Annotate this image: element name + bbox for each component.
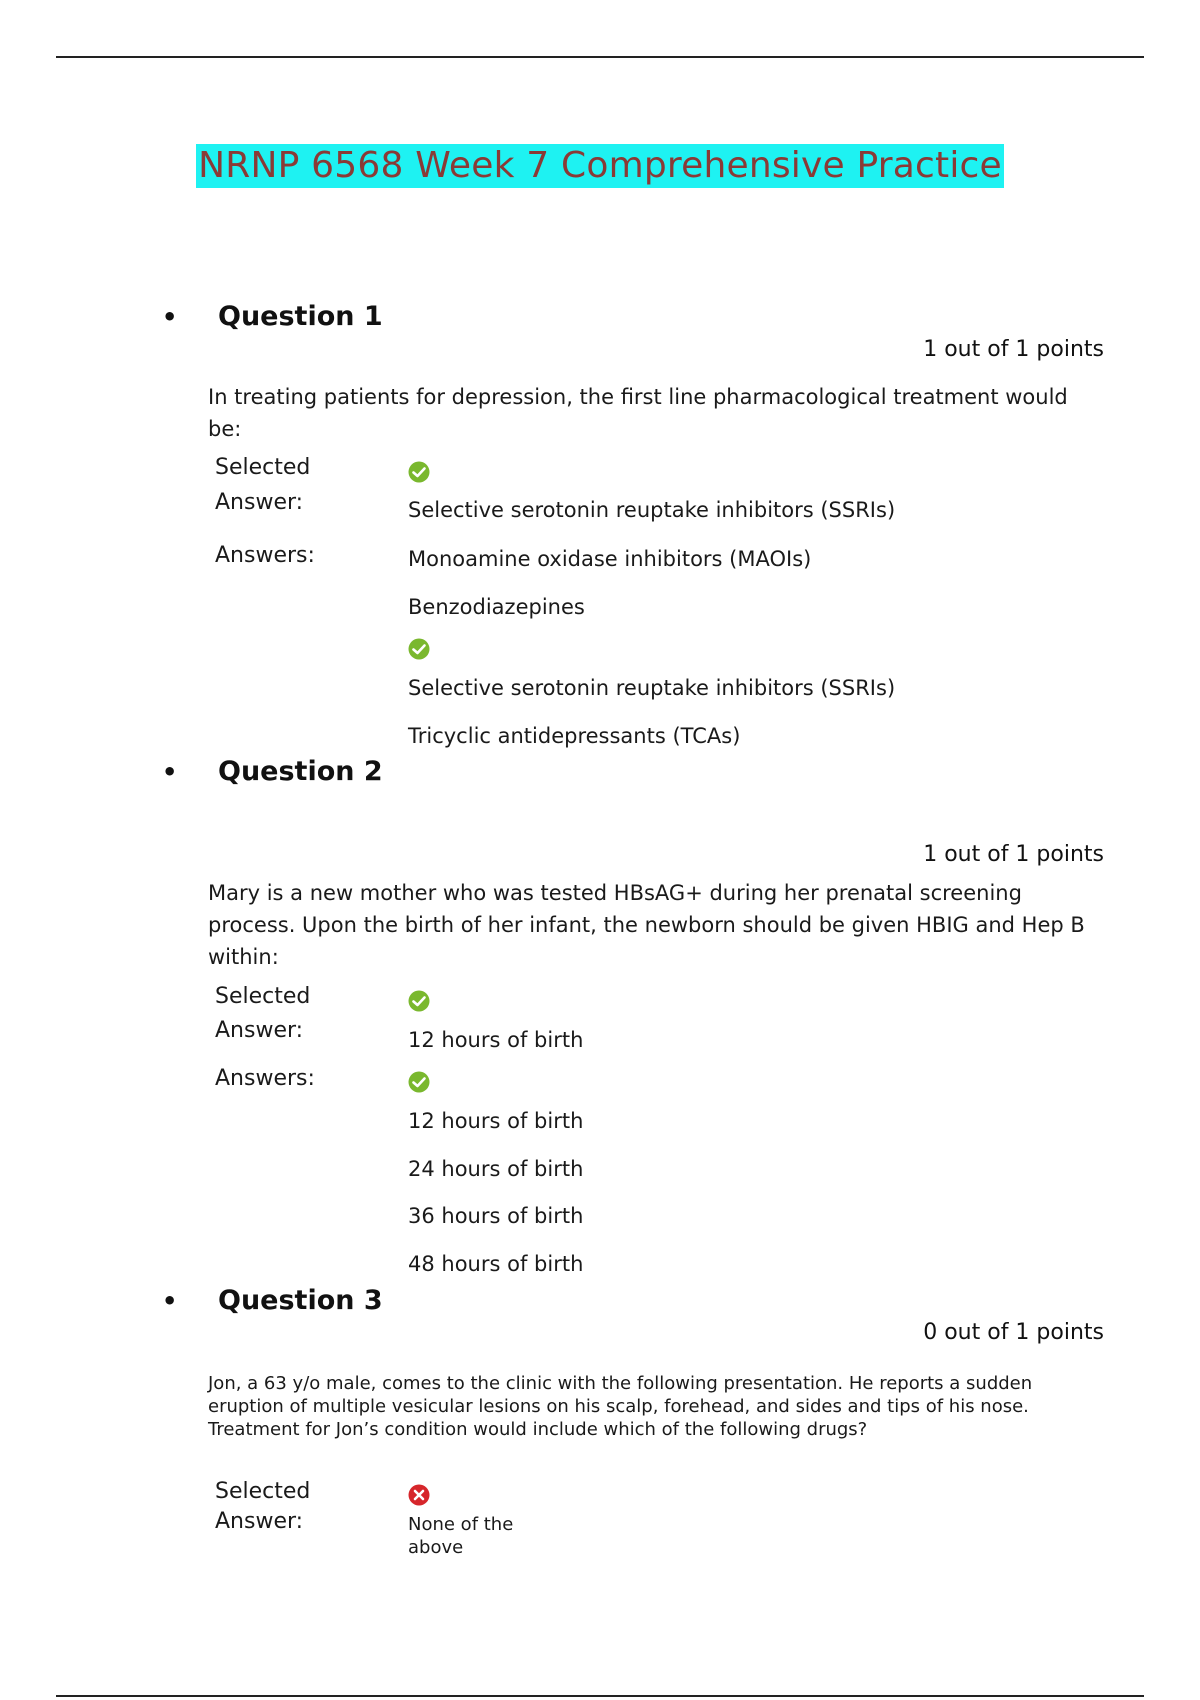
- document-title-wrap: [0, 144, 1200, 188]
- question-3-heading: [162, 1284, 383, 1318]
- answer-option: Monoamine oxidase inhibitors (MAOIs): [408, 547, 812, 571]
- answer-option: Benzodiazepines: [408, 595, 585, 619]
- answer-label: Answer:: [215, 1018, 304, 1043]
- selected-label: Selected: [215, 1479, 311, 1504]
- question-1-text: In treating patients for depression, the first line pharmacological treatment would be:: [208, 385, 1068, 441]
- selected-answer: 12 hours of birth: [408, 1028, 584, 1052]
- question-2-text: Mary is a new mother who was tested HBsAG+ during her prenatal screening process. Upon the birth of her infant, the newborn should be given HBIG and Hep B within:: [208, 881, 1085, 969]
- x-circle-icon: [408, 1484, 430, 1506]
- selected-answer: None of the above: [408, 1514, 514, 1558]
- selected-answer: Selective serotonin reuptake inhibitors (SSRIs): [408, 498, 896, 522]
- bullet: •: [162, 303, 178, 331]
- check-circle-icon: [408, 990, 430, 1012]
- question-2-points: 1 out of 1 points: [923, 842, 1104, 867]
- selected-label: Selected: [215, 984, 311, 1009]
- answer-label: Answer:: [215, 490, 304, 515]
- bullet: •: [162, 1287, 178, 1315]
- question-3-points: 0 out of 1 points: [923, 1320, 1104, 1345]
- answer-option-correct: Selective serotonin reuptake inhibitors (SSRIs): [408, 676, 896, 700]
- check-circle-icon: [408, 1071, 430, 1093]
- answer-option: 48 hours of birth: [408, 1252, 584, 1276]
- question-1-heading: [162, 300, 383, 334]
- check-circle-icon: [408, 461, 430, 483]
- answer-label: Answer:: [215, 1509, 304, 1534]
- bullet: •: [162, 758, 178, 786]
- top-rule: [56, 56, 1144, 58]
- answer-option: 36 hours of birth: [408, 1204, 584, 1228]
- answer-option-correct: 12 hours of birth: [408, 1109, 584, 1133]
- question-1-title: Question 1: [218, 301, 383, 332]
- document-title: NRNP 6568 Week 7 Comprehensive Practice: [198, 145, 1002, 186]
- answers-label: Answers:: [215, 1066, 315, 1091]
- question-2-heading: [162, 755, 383, 789]
- answer-option: 24 hours of birth: [408, 1157, 584, 1181]
- answers-label: Answers:: [215, 543, 315, 568]
- selected-label: Selected: [215, 455, 311, 480]
- question-1-points: 1 out of 1 points: [923, 337, 1104, 362]
- bottom-rule: [56, 1695, 1144, 1697]
- check-circle-icon: [408, 638, 430, 660]
- question-3-text: Jon, a 63 y/o male, comes to the clinic with the following presentation. He reports a sudden eruption of multiple vesicular lesions on his scalp, forehead, and sides and tips of his nose. Treatment for Jon’s condition would include which of the following drugs?: [208, 1373, 1033, 1440]
- question-2-title: Question 2: [218, 756, 383, 787]
- question-3-title: Question 3: [218, 1285, 383, 1316]
- answer-option: Tricyclic antidepressants (TCAs): [408, 724, 741, 748]
